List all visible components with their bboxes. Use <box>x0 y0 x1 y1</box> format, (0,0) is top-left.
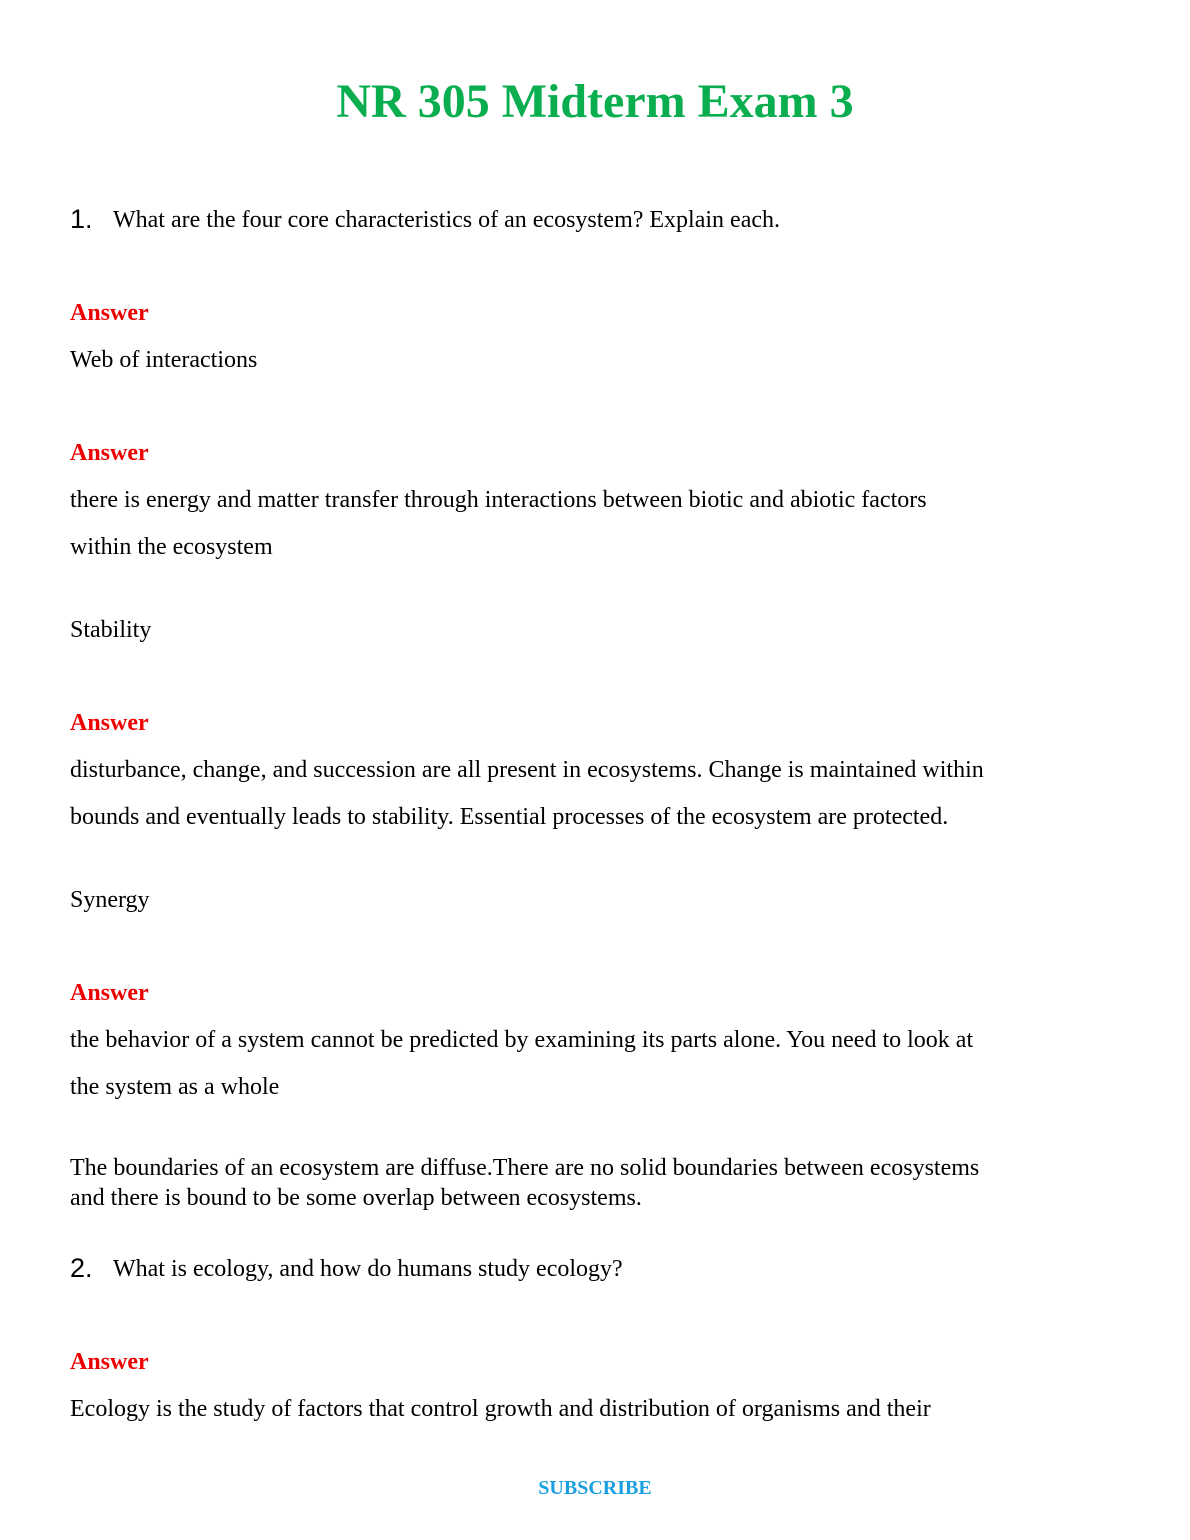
body-line-synergy: Synergy <box>70 887 150 913</box>
body-line-boundaries-2: and there is bound to be some overlap between ecosystems. <box>70 1185 642 1211</box>
question-1-number: 1. <box>70 204 93 234</box>
question-2-number: 2. <box>70 1253 93 1283</box>
question-2-text: What is ecology, and how do humans study ecology? <box>113 1256 623 1282</box>
answer-label: Answer <box>70 300 149 326</box>
page-title: NR 305 Midterm Exam 3 <box>336 75 854 128</box>
body-line-disturbance-2: bounds and eventually leads to stability. Essential processes of the ecosystem are protected. <box>70 804 949 830</box>
answer-label: Answer <box>70 1349 149 1375</box>
body-line-energy-2: within the ecosystem <box>70 534 273 560</box>
body-line-web-of-interactions: Web of interactions <box>70 347 258 373</box>
body-line-behavior-2: the system as a whole <box>70 1074 280 1100</box>
answer-label: Answer <box>70 710 149 736</box>
body-line-behavior-1: the behavior of a system cannot be predicted by examining its parts alone. You need to look at <box>70 1027 974 1053</box>
answer-label: Answer <box>70 440 149 466</box>
body-line-boundaries-1: The boundaries of an ecosystem are diffuse.There are no solid boundaries between ecosystems <box>70 1155 980 1181</box>
answer-label: Answer <box>70 980 149 1006</box>
body-line-ecology-1: Ecology is the study of factors that control growth and distribution of organisms and their <box>70 1396 931 1422</box>
subscribe-link[interactable]: SUBSCRIBE <box>538 1477 652 1499</box>
body-line-stability: Stability <box>70 617 152 643</box>
body-line-disturbance-1: disturbance, change, and succession are all present in ecosystems. Change is maintained within <box>70 757 984 783</box>
question-1-text: What are the four core characteristics of an ecosystem? Explain each. <box>113 207 780 233</box>
body-line-energy-1: there is energy and matter transfer through interactions between biotic and abiotic factors <box>70 487 927 513</box>
